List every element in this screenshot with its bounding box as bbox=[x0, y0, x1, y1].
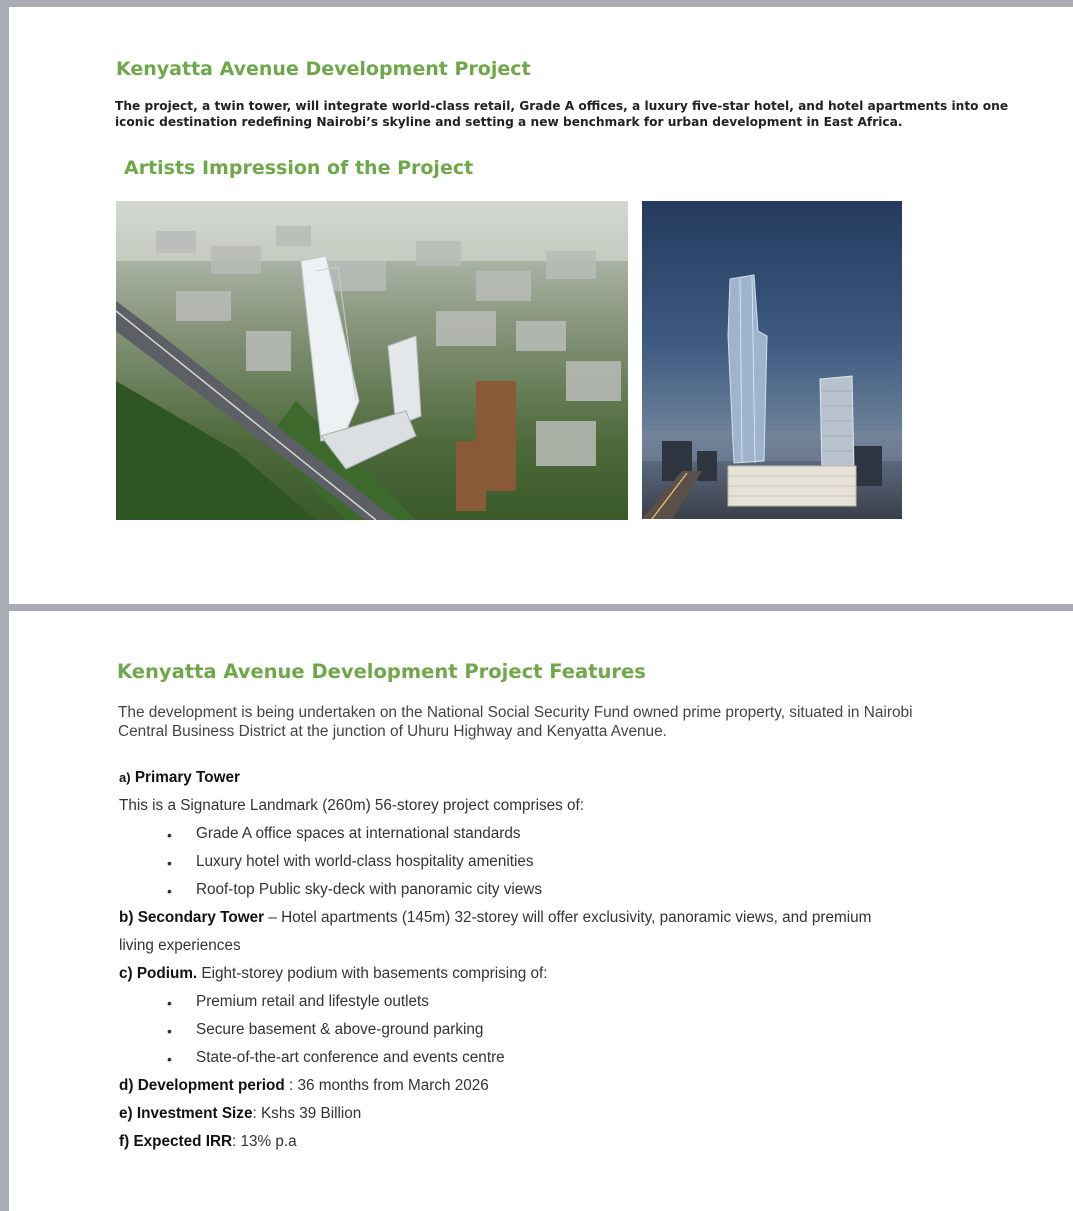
development-period-line bbox=[119, 1077, 489, 1095]
podium-item-1: Premium retail and lifestyle outlets bbox=[196, 993, 429, 1010]
twin-tower-illustration bbox=[642, 201, 902, 519]
development-intro-line-2: Central Business District at the junction of Uhuru Highway and Kenyatta Avenue. bbox=[118, 723, 667, 740]
podium-label: c) Podium. bbox=[119, 965, 198, 982]
podium-text: Eight-storey podium with basements comprising of: bbox=[197, 965, 548, 982]
expected-irr-line bbox=[119, 1133, 297, 1151]
primary-tower-heading bbox=[119, 769, 240, 787]
expected-irr-value: : 13% p.a bbox=[232, 1133, 297, 1150]
podium-item-2: Secure basement & above-ground parking bbox=[196, 1021, 484, 1038]
images-heading: Artists Impression of the Project bbox=[124, 157, 474, 179]
secondary-tower-text-continued: living experiences bbox=[119, 937, 241, 954]
bullet-marker: • bbox=[167, 995, 172, 1011]
intro-line-1: The project, a twin tower, will integrate world-class retail, Grade A offices, a luxury five-star hotel, and hotel apartments into one bbox=[115, 99, 1009, 113]
bullet-marker: • bbox=[167, 1051, 172, 1067]
expected-irr-label: f) Expected IRR bbox=[119, 1133, 233, 1150]
primary-tower-marker: a) bbox=[119, 770, 131, 785]
primary-item-3: Roof-top Public sky-deck with panoramic city views bbox=[196, 881, 543, 898]
bullet-marker: • bbox=[167, 827, 172, 843]
investment-size-value: : Kshs 39 Billion bbox=[252, 1105, 362, 1122]
secondary-tower-label: b) Secondary Tower bbox=[119, 909, 265, 926]
podium-line bbox=[119, 965, 547, 983]
document-page-2 bbox=[9, 611, 1073, 1211]
development-period-value: : 36 months from March 2026 bbox=[284, 1077, 489, 1094]
podium-item-3: State-of-the-art conference and events centre bbox=[196, 1049, 505, 1066]
page-title: Kenyatta Avenue Development Project bbox=[116, 58, 531, 80]
tower-night-rendering-image bbox=[642, 201, 902, 519]
document-page-1 bbox=[9, 7, 1073, 604]
secondary-tower-line bbox=[119, 909, 871, 927]
bullet-marker: • bbox=[167, 1023, 172, 1039]
development-intro-line-1: The development is being undertaken on the National Social Security Fund owned prime property, situated in Nairobi bbox=[118, 704, 913, 721]
intro-line-2: iconic destination redefining Nairobi’s skyline and setting a new benchmark for urban development in East Africa. bbox=[115, 115, 903, 129]
aerial-rendering-image bbox=[116, 201, 628, 520]
development-period-label: d) Development period bbox=[119, 1077, 285, 1094]
bullet-marker: • bbox=[167, 883, 172, 899]
primary-tower-label: Primary Tower bbox=[134, 769, 240, 786]
bullet-marker: • bbox=[167, 855, 172, 871]
project-intro bbox=[115, 98, 1009, 130]
aerial-city-illustration bbox=[116, 201, 628, 520]
secondary-tower-text: – Hotel apartments (145m) 32-storey will offer exclusivity, panoramic views, and premium bbox=[264, 909, 872, 926]
development-intro bbox=[118, 703, 998, 741]
primary-tower-description: This is a Signature Landmark (260m) 56-storey project comprises of: bbox=[119, 797, 585, 814]
primary-item-2: Luxury hotel with world-class hospitality amenities bbox=[196, 853, 534, 870]
investment-size-line bbox=[119, 1105, 361, 1123]
investment-size-label: e) Investment Size bbox=[119, 1105, 253, 1122]
features-title: Kenyatta Avenue Development Project Features bbox=[117, 660, 646, 683]
primary-item-1: Grade A office spaces at international standards bbox=[196, 825, 521, 842]
